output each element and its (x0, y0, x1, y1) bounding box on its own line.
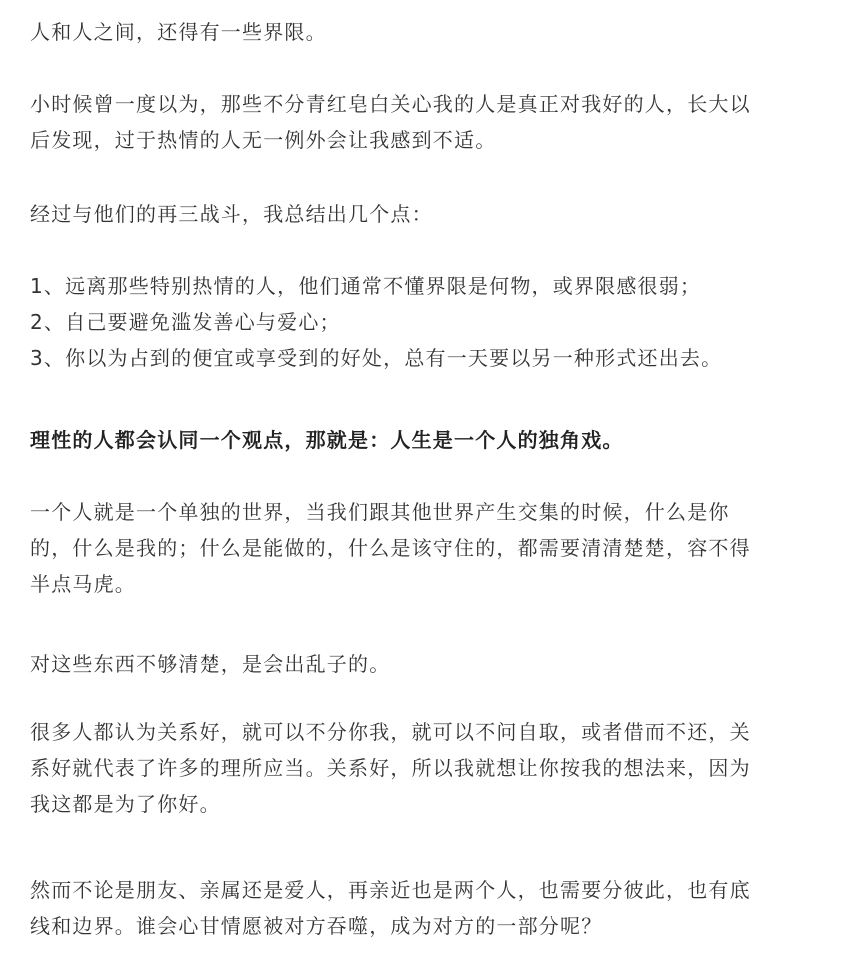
numbered-list (30, 268, 722, 376)
paragraph-warning (30, 646, 390, 682)
text-line: 后发现，过于热情的人无一例外会让我感到不适。 (30, 128, 497, 152)
paragraph-single-world (30, 494, 751, 602)
paragraph-key-point (30, 422, 624, 458)
list-item: 2、自己要避免滥发善心与爱心； (30, 310, 341, 334)
text-line: 很多人都认为关系好，就可以不分你我，就可以不问自取，或者借而不还，关 (30, 720, 751, 744)
list-item: 3、你以为占到的便宜或享受到的好处，总有一天要以另一种形式还出去。 (30, 346, 723, 370)
paragraph-childhood (30, 86, 751, 158)
text-line: 小时候曾一度以为，那些不分青红皂白关心我的人是真正对我好的人，长大以 (30, 92, 751, 116)
text-line: 然而不论是朋友、亲属还是爱人，再亲近也是两个人，也需要分彼此，也有底 (30, 878, 751, 902)
text-line: 理性的人都会认同一个观点，那就是：人生是一个人的独角戏。 (30, 428, 624, 452)
paragraph-relationships (30, 714, 751, 822)
text-line: 我这都是为了你好。 (30, 792, 221, 816)
text-line: 半点马虎。 (30, 572, 136, 596)
text-line: 的，什么是我的；什么是能做的，什么是该守住的，都需要清清楚楚，容不得 (30, 536, 751, 560)
paragraph-boundaries (30, 872, 751, 944)
text-line: 一个人就是一个单独的世界，当我们跟其他世界产生交集的时候，什么是你 (30, 500, 730, 524)
list-item: 1、远离那些特别热情的人，他们通常不懂界限是何物，或界限感很弱； (30, 274, 702, 298)
text-line: 系好就代表了许多的理所应当。关系好，所以我就想让你按我的想法来，因为 (30, 756, 751, 780)
paragraph-summary-lead (30, 196, 433, 232)
text-line: 人和人之间，还得有一些界限。 (30, 20, 327, 44)
paragraph-intro (30, 14, 327, 50)
text-line: 对这些东西不够清楚，是会出乱子的。 (30, 652, 391, 676)
text-line: 线和边界。谁会心甘情愿被对方吞噬，成为对方的一部分呢？ (30, 914, 603, 938)
text-line: 经过与他们的再三战斗，我总结出几个点： (30, 202, 433, 226)
